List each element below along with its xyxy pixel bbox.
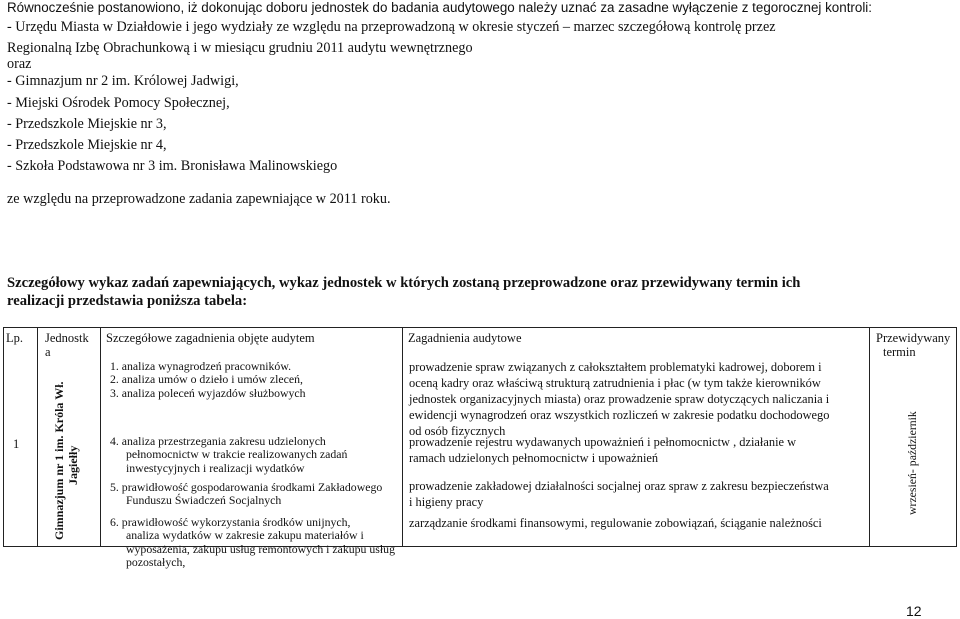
table-border-top (3, 327, 957, 328)
audit-group-4 (409, 515, 822, 531)
detail-item: Funduszu Świadczeń Socjalnych (126, 493, 282, 508)
list-item: - Przedszkole Miejskie nr 4, (7, 137, 167, 153)
audit-line: i higieny pracy (409, 495, 484, 509)
audit-line: prowadzenie rejestru wydawanych upoważnień i pełnomocnictw , działanie w (409, 435, 797, 449)
detail-group-2 (110, 435, 347, 475)
detail-item: 4. analiza przestrzegania zakresu udzielonych (110, 434, 326, 448)
detail-item: 2. analiza umów o dzieło i umów zleceń, (110, 372, 303, 387)
detail-item: inwestycyjnych i realizacji wydatków (126, 460, 305, 475)
row-unit-line-2: Jagiełły (66, 445, 80, 485)
detail-group-4 (110, 516, 395, 570)
detail-item: 6. prawidłowość wykorzystania środków unijnych, (110, 515, 351, 529)
intro-line-4: oraz (7, 56, 32, 72)
section-heading-line-2: realizacji przedstawia poniższa tabela: (7, 293, 248, 309)
audit-line: prowadzenie zakładowej działalności socjalnej oraz spraw z zakresu bezpieczeństwa (409, 479, 829, 493)
header-audit: Zagadnienia audytowe (408, 331, 522, 345)
audit-line: od osób fizycznych (409, 424, 506, 438)
detail-item: wyposażenia, zakupu usług remontowych i zakupu usług (126, 541, 395, 556)
audit-group-2 (409, 434, 796, 466)
column-divider (402, 327, 403, 546)
detail-item: pełnomocnictw w trakcie realizowanych zadań (126, 447, 348, 462)
intro-line-2: - Urzędu Miasta w Działdowie i jego wydziały ze względu na przeprowadzoną w okresie styczeń – marzec szczegółową kontrolę przez (7, 19, 776, 35)
detail-item: pozostałych, (126, 555, 186, 570)
header-unit-cont: a (45, 345, 51, 359)
detail-group-1 (110, 360, 306, 400)
intro-closing: ze względu na przeprowadzone zadania zapewniające w 2011 roku. (7, 191, 391, 207)
detail-item: analiza wydatków w zakresie zakupu materiałów i (126, 528, 364, 543)
table-border-right (956, 327, 957, 546)
list-item: - Szkoła Podstawowa nr 3 im. Bronisława Malinowskiego (7, 158, 338, 174)
intro-line-1: Równocześnie postanowiono, iż dokonując doboru jednostek do badania audytowego należy uznać za zasadne wyłączenie z tegorocznej kontroli: (7, 0, 872, 15)
detail-item: 1. analiza wynagrodzeń pracowników. (110, 359, 292, 373)
intro-line-3: Regionalną Izbę Obrachunkową i w miesiącu grudniu 2011 audytu wewnętrznego (7, 40, 473, 56)
audit-group-1 (409, 359, 829, 439)
detail-group-3 (110, 481, 382, 508)
list-item: - Gimnazjum nr 2 im. Królowej Jadwigi, (7, 73, 239, 89)
audit-line: zarządzanie środkami finansowymi, regulowanie zobowiązań, ściąganie należności (409, 516, 822, 530)
column-divider (869, 327, 870, 546)
audit-line: jednostek organizacyjnych miasta) oraz prowadzenie spraw dotyczących naliczania i (409, 392, 830, 406)
header-detailed: Szczegółowe zagadnienia objęte audytem (106, 331, 315, 345)
audit-group-3 (409, 478, 829, 510)
audit-line: ramach udzielonych pełnomocnictw i upoważnień (409, 451, 659, 465)
page-number: 12 (906, 603, 922, 619)
row-unit-line-1: Gimnazjum nr 1 im. Króla Wł. (52, 381, 66, 540)
row-term: wrzesień- październik (905, 411, 919, 515)
detail-item: 5. prawidłowość gospodarowania środkami Zakładowego (110, 480, 383, 494)
audit-line: oceną kadry oraz właściwą strukturą zatrudnienia i płac (w tym także kierowników (409, 376, 821, 390)
table-border-left (3, 327, 4, 546)
column-divider (100, 327, 101, 546)
list-item: - Przedszkole Miejskie nr 3, (7, 116, 167, 132)
audit-line: prowadzenie spraw związanych z całokształtem problematyki kadrowej, doborem i (409, 360, 822, 374)
list-item: - Miejski Ośrodek Pomocy Społecznej, (7, 95, 230, 111)
header-lp: Lp. (6, 331, 24, 345)
header-unit: Jednostk (45, 331, 89, 345)
audit-line: ewidencji wynagrodzeń oraz wszystkich rozliczeń w zakresie podatku dochodowego (409, 408, 830, 422)
section-heading-line-1: Szczegółowy wykaz zadań zapewniających, wykaz jednostek w których zostaną przeprowadzone oraz przewidywany termin ich (7, 275, 801, 291)
header-term: Przewidywany (876, 331, 951, 345)
header-term-cont: termin (883, 345, 916, 359)
column-divider (37, 327, 38, 546)
row-lp: 1 (13, 437, 20, 451)
detail-item: 3. analiza poleceń wyjazdów służbowych (110, 385, 306, 400)
